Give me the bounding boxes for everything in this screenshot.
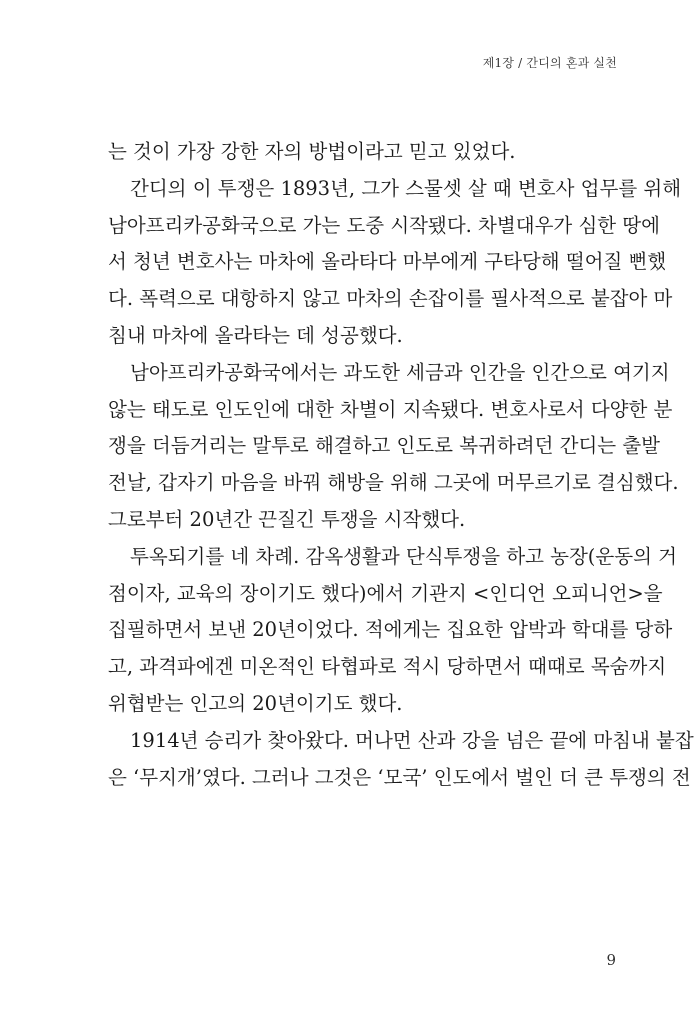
text-line: 1914년 승리가 찾아왔다. 머나먼 산과 강을 넘은 끝에 마침내 붙잡 bbox=[130, 728, 694, 752]
text-line: 침내 마차에 올라타는 데 성공했다. bbox=[108, 323, 403, 347]
text-line: 투옥되기를 네 차례. 감옥생활과 단식투쟁을 하고 농장(운동의 거 bbox=[130, 544, 677, 568]
running-header: 제1장 / 간디의 혼과 실천 bbox=[482, 56, 617, 70]
text-line: 집필하면서 보낸 20년이었다. 적에게는 집요한 압박과 학대를 당하 bbox=[108, 618, 673, 642]
text-line: 고, 과격파에겐 미온적인 타협파로 적시 당하면서 때때로 목숨까지 bbox=[108, 655, 667, 679]
text-line: 는 것이 가장 강한 자의 방법이라고 믿고 있었다. bbox=[108, 140, 516, 163]
text-line: 쟁을 더듬거리는 말투로 해결하고 인도로 복귀하려던 간디는 출발 bbox=[108, 434, 660, 458]
text-line: 전날, 갑자기 마음을 바꿔 해방을 위해 그곳에 머무르기로 결심했다. bbox=[108, 471, 679, 495]
text-line: 남아프리카공화국에서는 과도한 세금과 인간을 인간으로 여기지 bbox=[130, 360, 670, 384]
text-line: 남아프리카공화국으로 가는 도중 시작됐다. 차별대우가 심한 땅에 bbox=[108, 213, 660, 237]
text-line: 위협받는 인고의 20년이기도 했다. bbox=[108, 691, 403, 715]
text-line: 다. 폭력으로 대항하지 않고 마차의 손잡이를 필사적으로 붙잡아 마 bbox=[108, 287, 673, 311]
text-line: 서 청년 변호사는 마차에 올라타다 마부에게 구타당해 떨어질 뻔했 bbox=[108, 250, 667, 274]
text-line: 은 ‘무지개’였다. 그러나 그것은 ‘모국’ 인도에서 벌인 더 큰 투쟁의 전 bbox=[108, 765, 691, 789]
page-number: 9 bbox=[606, 951, 616, 969]
text-line: 그로부터 20년간 끈질긴 투쟁을 시작했다. bbox=[108, 507, 466, 531]
text-line: 점이자, 교육의 장이기도 했다)에서 기관지 <인디언 오피니언>을 bbox=[108, 581, 663, 605]
header-divider bbox=[54, 76, 644, 77]
text-line: 않는 태도로 인도인에 대한 차별이 지속됐다. 변호사로서 다양한 분 bbox=[108, 397, 673, 421]
text-line: 간디의 이 투쟁은 1893년, 그가 스물셋 살 때 변호사 업무를 위해 bbox=[130, 176, 682, 200]
body-text bbox=[108, 134, 694, 796]
